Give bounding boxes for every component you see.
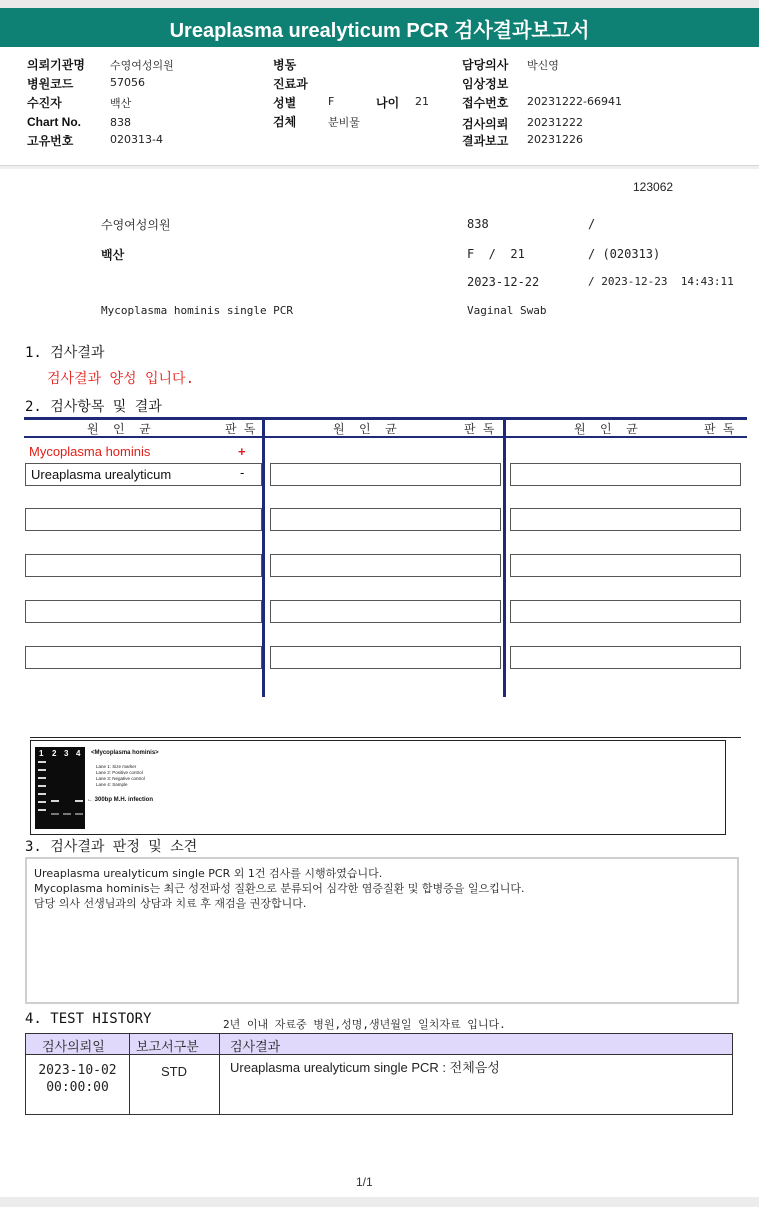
- history-header-row: [26, 1034, 732, 1055]
- patient-value: 백산: [110, 97, 132, 110]
- history-row-date: 2023-10-02: [38, 1063, 117, 1078]
- positive-result-text: 검사결과 양성 입니다.: [47, 371, 195, 387]
- bottom-strip: [0, 1197, 759, 1207]
- summary-chart-slash: /: [588, 217, 596, 231]
- gel-arrow-label: ← 300bp M.H. infection: [87, 797, 154, 803]
- marker-band: [38, 761, 46, 763]
- summary-request-date: 2023-12-22: [467, 275, 540, 289]
- section1-heading: 1. 검사결과: [25, 345, 105, 361]
- dept-label: 진료과: [273, 77, 308, 91]
- primer-band: [63, 813, 71, 815]
- receipt-no-label: 접수번호: [462, 96, 509, 110]
- unique-id-value: 020313-4: [110, 133, 163, 146]
- marker-band: [38, 801, 46, 803]
- row-ureaplasma-name: Ureaplasma urealyticum: [31, 467, 172, 482]
- summary-code: 123062: [633, 180, 674, 194]
- summary-report-datetime: / 2023-12-23 14:43:11: [588, 275, 734, 288]
- hospital-label: 의뢰기관명: [27, 58, 85, 72]
- section3-heading: 3. 검사결과 판정 및 소견: [25, 839, 198, 855]
- hospital-code-label: 병원코드: [27, 77, 74, 91]
- history-row-result: Ureaplasma urealyticum single PCR : 전체음성: [230, 1060, 500, 1075]
- row-ureaplasma-result: -: [240, 465, 245, 480]
- lane-number: 4: [76, 749, 81, 758]
- title-bar: [0, 8, 759, 47]
- summary-chart: 838: [467, 217, 489, 231]
- lane-number: 2: [52, 749, 57, 758]
- findings-line: Ureaplasma urealyticum single PCR 외 1건 검사를 시행하였습니다.: [34, 867, 383, 880]
- lane-number: 3: [64, 749, 69, 758]
- col-result-1: 판 독: [225, 422, 256, 436]
- empty-cell: [270, 600, 501, 623]
- specimen-value: 분비물: [328, 116, 360, 129]
- doctor-value: 박신영: [527, 59, 559, 72]
- section4-heading: 4. TEST HISTORY: [25, 1011, 152, 1027]
- table-divider-2: [503, 417, 506, 697]
- hospital-code-value: 57056: [110, 76, 145, 89]
- marker-band: [38, 777, 46, 779]
- summary-patient: 백산: [101, 248, 125, 262]
- empty-cell: [25, 508, 262, 531]
- gel-lane-item: Lane 4: Sample: [96, 782, 128, 787]
- sex-value: F: [328, 95, 335, 108]
- ward-label: 병동: [273, 58, 297, 72]
- empty-cell: [270, 463, 501, 486]
- report-label: 결과보고: [462, 134, 509, 148]
- history-row-time: 00:00:00: [46, 1080, 109, 1095]
- gel-lane-legend: [96, 764, 145, 788]
- sample-band: [75, 800, 83, 802]
- patient-label: 수진자: [27, 96, 62, 110]
- gel-lane-item: Lane 2: Positive control: [96, 770, 143, 775]
- empty-cell: [270, 554, 501, 577]
- primer-band: [75, 813, 83, 815]
- page-number: 1/1: [356, 1175, 373, 1189]
- gel-lane-item: Lane 3: Negative control: [96, 776, 145, 781]
- lane-number: 1: [39, 749, 44, 758]
- col-pathogen-3: 원 인 균: [574, 422, 638, 436]
- row-mycoplasma-name: Mycoplasma hominis: [29, 444, 151, 459]
- empty-cell: [270, 646, 501, 669]
- chart-no-value: 838: [110, 116, 131, 129]
- age-value: 21: [415, 95, 429, 108]
- specimen-label: 검체: [273, 115, 297, 129]
- sex-label: 성별: [273, 96, 297, 110]
- clinical-info-label: 임상정보: [462, 77, 509, 91]
- positive-band: [51, 800, 59, 802]
- summary-test-name: Mycoplasma hominis single PCR: [101, 304, 294, 317]
- summary-hospital: 수영여성의원: [101, 218, 171, 232]
- request-value: 20231222: [527, 116, 583, 129]
- empty-cell: [25, 646, 262, 669]
- marker-band: [38, 769, 46, 771]
- history-row-type: STD: [161, 1064, 187, 1079]
- history-col-type: 보고서구분: [136, 1040, 199, 1055]
- marker-band: [38, 793, 46, 795]
- marker-band: [38, 785, 46, 787]
- history-col-result: 검사결과: [230, 1040, 281, 1055]
- gel-lane-item: Lane 1: Size marker: [96, 764, 137, 769]
- empty-cell: [510, 600, 741, 623]
- empty-cell: [270, 508, 501, 531]
- empty-cell: [25, 554, 262, 577]
- summary-specimen: Vaginal Swab: [467, 304, 547, 317]
- empty-cell: [510, 463, 741, 486]
- empty-cell: [510, 554, 741, 577]
- col-pathogen-1: 원 인 균: [87, 422, 151, 436]
- col-result-2: 판 독: [464, 422, 495, 436]
- history-table: [25, 1033, 733, 1115]
- gel-title: <Mycoplasma hominis>: [91, 750, 159, 756]
- summary-sex-age: F / 21: [467, 247, 525, 261]
- history-note: 2년 이내 자료중 병원,성명,생년월일 일치자료 입니다.: [223, 1018, 506, 1031]
- gel-electrophoresis-image: [35, 747, 85, 829]
- findings-line: 담당 의사 선생님과의 상담과 치료 후 재검을 권장합니다.: [34, 897, 307, 910]
- empty-cell: [510, 646, 741, 669]
- gel-top-rule: [30, 737, 741, 738]
- request-label: 검사의뢰: [462, 117, 509, 131]
- history-col-date: 검사의뢰일: [42, 1040, 105, 1055]
- hospital-value: 수영여성의원: [110, 59, 174, 72]
- unique-id-label: 고유번호: [27, 134, 74, 148]
- col-pathogen-2: 원 인 균: [333, 422, 397, 436]
- chart-no-label: Chart No.: [27, 115, 81, 129]
- summary-id: / (020313): [588, 247, 661, 261]
- report-title: Ureaplasma urealyticum PCR 검사결과보고서: [169, 20, 590, 42]
- report-value: 20231226: [527, 133, 583, 146]
- history-col-divider: [219, 1034, 220, 1114]
- empty-cell: [510, 508, 741, 531]
- findings-line: Mycoplasma hominis는 최근 성전파성 질환으로 분류되어 심각한 염증질환 및 합병증을 일으킵니다.: [34, 882, 525, 895]
- top-strip: [0, 0, 759, 8]
- col-result-3: 판 독: [704, 422, 735, 436]
- primer-band: [51, 813, 59, 815]
- receipt-no-value: 20231222-66941: [527, 95, 622, 108]
- section2-heading: 2. 검사항목 및 결과: [25, 399, 162, 415]
- doctor-label: 담당의사: [462, 58, 509, 72]
- header-divider-shadow: [0, 166, 759, 169]
- table-divider-1: [262, 417, 265, 697]
- age-label: 나이: [376, 96, 400, 110]
- row-mycoplasma-result: +: [238, 444, 246, 459]
- empty-cell: [25, 600, 262, 623]
- marker-band: [38, 809, 46, 811]
